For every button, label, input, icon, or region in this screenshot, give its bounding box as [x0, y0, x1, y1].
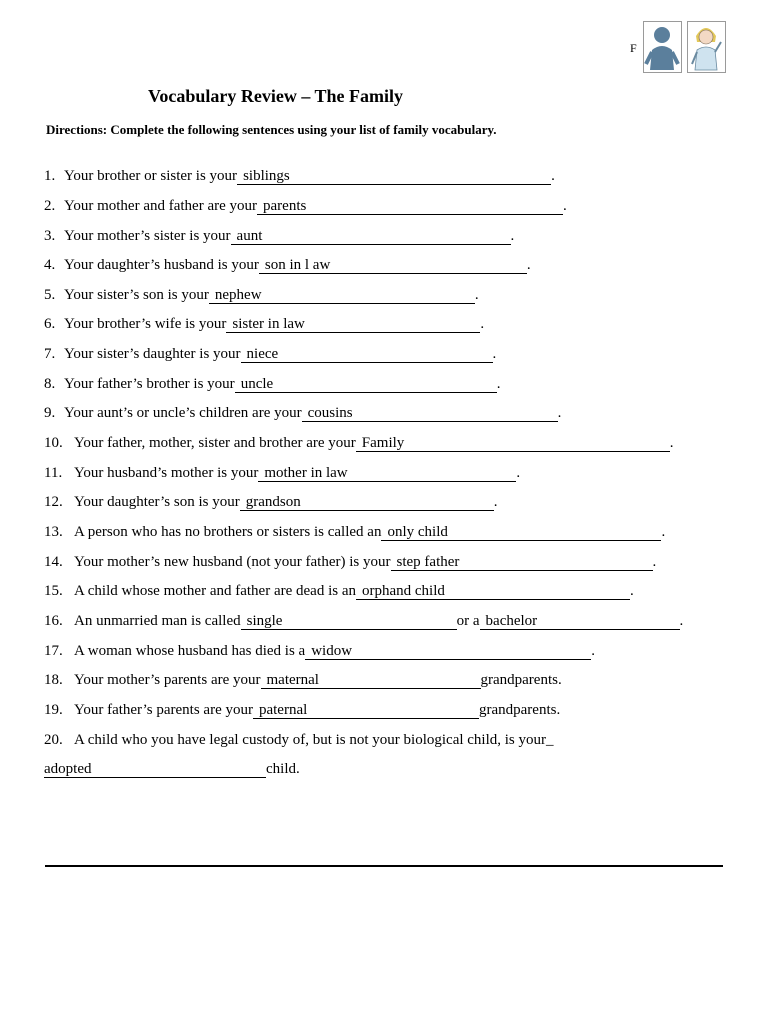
item-prompt: Your husband’s mother is your	[74, 465, 259, 481]
item-number: 5.	[44, 287, 56, 303]
sentence-item	[44, 343, 496, 365]
item-number: 18.	[44, 672, 63, 688]
item-number: 6.	[44, 316, 56, 332]
sentence-item	[44, 551, 656, 573]
item-ending: .	[526, 257, 531, 273]
item-prompt: Your brother’s wife is your	[64, 316, 227, 332]
item-prompt: Your daughter’s husband is your	[64, 257, 259, 273]
man-pictogram-icon	[643, 21, 682, 73]
item-ending: .	[516, 465, 521, 481]
item-ending: .	[629, 583, 634, 599]
sentence-item	[44, 225, 514, 247]
item-prompt: Your father’s parents are your	[74, 702, 253, 718]
item-prompt: Your father’s brother is your	[64, 376, 235, 392]
sentence-item	[44, 165, 555, 187]
answer-blank[interactable]: mother in law	[258, 465, 516, 482]
answer-blank[interactable]: siblings	[237, 168, 551, 185]
sentence-item	[44, 313, 484, 335]
item-number: 17.	[44, 643, 63, 659]
item-ending: .	[492, 346, 497, 362]
item-ending: .	[679, 613, 684, 629]
item-number: 9.	[44, 405, 56, 421]
answer-blank[interactable]: Family	[356, 435, 670, 452]
item-ending: .	[493, 494, 498, 510]
answer-blank[interactable]: paternal	[253, 702, 479, 719]
answer-blank[interactable]: step father	[391, 554, 653, 571]
item-prompt: Your aunt’s or uncle’s children are your	[64, 405, 302, 421]
item-prompt: Your mother’s sister is your	[64, 228, 231, 244]
sentence-item	[44, 432, 674, 454]
answer-blank[interactable]: maternal	[261, 672, 481, 689]
answer-blank[interactable]: niece	[241, 346, 493, 363]
sentence-item	[44, 699, 560, 721]
item-number: 3.	[44, 228, 56, 244]
item-number: 4.	[44, 257, 56, 273]
item-prompt: A child whose mother and father are dead is an	[74, 583, 356, 599]
item-ending: .	[669, 435, 674, 451]
sentence-item	[44, 373, 500, 395]
sentence-item	[44, 580, 634, 602]
item-ending: .	[557, 405, 562, 421]
answer-blank[interactable]: nephew	[209, 287, 475, 304]
sentence-item	[44, 669, 562, 691]
item-prompt: A person who has no brothers or sisters is called an	[74, 524, 382, 540]
item-ending: child.	[266, 761, 300, 777]
item-ending: .	[563, 198, 567, 214]
item-number: 8.	[44, 376, 56, 392]
sentence-item	[44, 284, 479, 306]
item-number: 13.	[44, 524, 63, 540]
item-prompt: Your brother or sister is your	[64, 168, 238, 184]
item-prompt: Your mother’s parents are your	[74, 672, 261, 688]
sentence-item	[44, 462, 520, 484]
item-number: 1.	[44, 168, 56, 184]
item-number: 20.	[44, 732, 63, 748]
item-prompt: Your daughter’s son is your	[74, 494, 240, 510]
item-number: 15.	[44, 583, 63, 599]
item-number: 16.	[44, 613, 63, 629]
item-ending: .	[474, 287, 479, 303]
item-ending: .	[496, 376, 501, 392]
answer-blank[interactable]: parents	[257, 198, 563, 215]
item-number: 7.	[44, 346, 56, 362]
item-prompt: An unmarried man is called	[74, 613, 241, 629]
sentence-item	[44, 491, 497, 513]
pictogram-letter: F	[630, 41, 637, 55]
answer-blank[interactable]: single	[241, 613, 457, 630]
item-number: 10.	[44, 435, 63, 451]
answer-blank[interactable]: grandson	[240, 494, 494, 511]
item-ending: .	[661, 524, 666, 540]
answer-blank[interactable]: cousins	[302, 405, 558, 422]
answer-blank[interactable]: aunt	[231, 228, 511, 245]
sentence-item	[44, 521, 665, 543]
item-prompt: A child who you have legal custody of, but is not your biological child, is your_	[74, 732, 554, 748]
sentence-item	[44, 195, 567, 217]
item-ending: .	[551, 168, 555, 184]
item-number: 11.	[44, 465, 63, 481]
bottom-divider	[45, 865, 723, 867]
sentence-item	[44, 402, 561, 424]
item-prompt: A woman whose husband has died is a	[74, 643, 306, 659]
item-ending: .	[510, 228, 515, 244]
item-number: 2.	[44, 198, 56, 214]
item-ending: .	[480, 316, 485, 332]
sentence-item	[44, 610, 683, 632]
answer-blank[interactable]: adopted	[44, 761, 266, 778]
answer-blank[interactable]: widow	[305, 643, 591, 660]
answer-blank[interactable]: son in l aw	[259, 257, 527, 274]
answer-blank[interactable]: orphand child	[356, 583, 630, 600]
item-ending: grandparents.	[480, 672, 562, 688]
sentence-item-continued	[44, 758, 300, 780]
sentence-item	[44, 729, 554, 751]
item-prompt: Your sister’s son is your	[64, 287, 209, 303]
item-ending: .	[591, 643, 595, 659]
answer-blank-2[interactable]: bachelor	[480, 613, 680, 630]
answer-blank[interactable]: uncle	[235, 376, 497, 393]
answer-blank[interactable]: only child	[381, 524, 661, 541]
directions-text: Directions: Complete the following sentences using your list of family vocabulary.	[46, 122, 497, 137]
item-ending: grandparents.	[478, 702, 561, 718]
item-number: 12.	[44, 494, 63, 510]
item-connector: or a	[456, 613, 480, 629]
item-prompt: Your sister’s daughter is your	[64, 346, 241, 362]
item-ending: .	[652, 554, 657, 570]
item-number: 14.	[44, 554, 63, 570]
sentence-item	[44, 640, 595, 662]
page-title: Vocabulary Review – The Family	[148, 86, 403, 106]
item-prompt: Your father, mother, sister and brother are your	[74, 435, 356, 451]
item-number: 19.	[44, 702, 63, 718]
woman-pictogram-icon	[687, 21, 726, 73]
answer-blank[interactable]: sister in law	[226, 316, 480, 333]
sentence-item	[44, 254, 531, 276]
item-prompt: Your mother’s new husband (not your father) is your	[74, 554, 391, 570]
family-pictograms	[630, 21, 728, 75]
item-prompt: Your mother and father are your	[64, 198, 258, 214]
